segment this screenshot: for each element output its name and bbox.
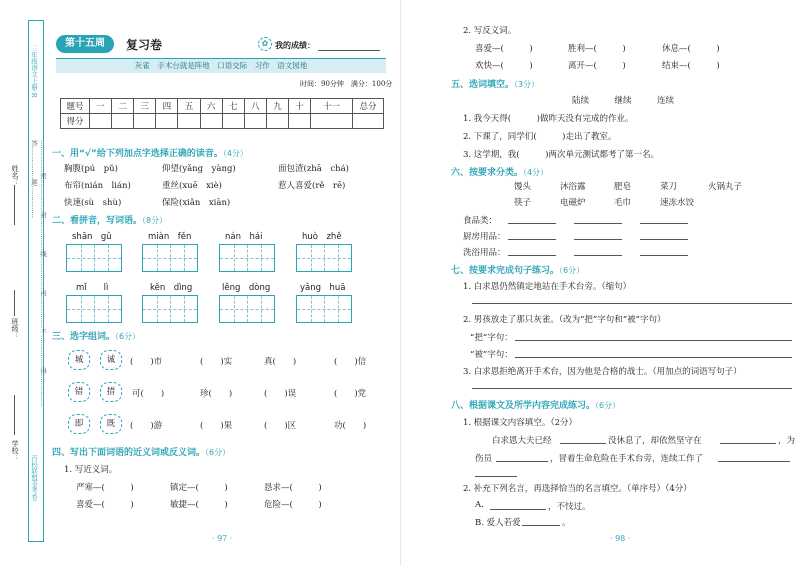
word-blank[interactable]: ( )实	[200, 357, 233, 367]
table-cell: 总分	[353, 99, 384, 114]
side-school-line[interactable]	[14, 395, 15, 435]
sec4-title	[52, 445, 230, 458]
sec4-points: （6分）	[205, 448, 231, 457]
category-blank[interactable]	[640, 255, 688, 256]
antonym-blank[interactable]: 离开—( )	[568, 61, 626, 71]
pinyin-label: yǎng huā	[300, 283, 346, 293]
word-blank[interactable]: 可( )	[132, 389, 165, 399]
score-cell[interactable]	[90, 114, 112, 129]
char-option-text: 诚	[106, 355, 116, 365]
char-option	[100, 350, 122, 370]
score-cell[interactable]	[200, 114, 222, 129]
fill-text: ，为	[778, 436, 796, 446]
category-blank[interactable]	[508, 223, 556, 224]
side-seal: ……………密……………封……………线……………内……………不……………得……………答……………题……………	[30, 140, 47, 407]
sec5-title	[451, 77, 539, 90]
table-cell: 得分	[61, 114, 90, 129]
table-cell: 三	[134, 99, 156, 114]
synonym-blank[interactable]: 喜爱—( )	[76, 500, 134, 510]
category-label: 食品类：	[463, 216, 498, 226]
table-cell: 十一	[311, 99, 353, 114]
sec5-points: （3分）	[514, 80, 540, 89]
char-option-text: 即	[74, 419, 84, 429]
side-class-line[interactable]	[14, 290, 15, 316]
fill-text: 白求恩大夫已经	[492, 436, 552, 446]
table-cell: 一	[90, 99, 112, 114]
score-icon: ✿	[258, 37, 272, 51]
category-item: 沐浴露	[560, 182, 586, 192]
pinyin-choice[interactable]: 布帘(nián lián)	[64, 181, 131, 191]
writing-grid[interactable]	[296, 295, 352, 323]
sec6-title	[451, 165, 548, 178]
pinyin-label: kěn dìng	[150, 283, 193, 293]
fill-blank[interactable]	[718, 461, 790, 462]
sec1-title	[52, 146, 248, 159]
word-blank[interactable]: 珍( )	[200, 389, 233, 399]
writing-grid[interactable]	[296, 244, 352, 272]
char-option	[68, 350, 90, 370]
char-option	[100, 414, 122, 434]
table-cell: 七	[222, 99, 244, 114]
sec6-points: （4分）	[523, 168, 549, 177]
category-label: 洗浴用品：	[463, 248, 506, 258]
word-options: 陆续 继续 连续	[572, 96, 675, 106]
word-blank[interactable]: ( )误	[264, 389, 297, 399]
sec1-points: （4分）	[222, 149, 248, 158]
word-blank[interactable]: ( )党	[334, 389, 367, 399]
fill-text: ，冒着生命危险在手术台旁，连续工作了	[550, 454, 704, 464]
pinyin-label: miàn fěn	[148, 232, 192, 242]
score-cell[interactable]	[156, 114, 178, 129]
word-blank[interactable]: ( )游	[130, 421, 163, 431]
category-blank[interactable]	[640, 239, 688, 240]
score-cell[interactable]	[178, 114, 200, 129]
week-badge	[56, 35, 114, 53]
side-name-line[interactable]	[14, 185, 15, 225]
sec7-title	[451, 263, 584, 276]
word-blank[interactable]: 功( )	[334, 421, 367, 431]
sec3-title	[52, 329, 140, 342]
score-cell[interactable]	[288, 114, 310, 129]
category-item: 毛巾	[614, 198, 632, 208]
sec2-title	[52, 213, 167, 226]
sec8-title-text: 八、根据课文及所学内容完成练习。	[451, 401, 596, 411]
fill-blank[interactable]	[720, 443, 776, 444]
word-blank[interactable]: ( )市	[130, 357, 163, 367]
side-name: 姓名：	[11, 165, 19, 186]
antonym-blank[interactable]: 欢快—( )	[475, 61, 533, 71]
sec1-title-text: 一、用“√”给下列加点字选择正确的读音。	[52, 149, 223, 159]
pinyin-choice[interactable]: 胸腹(pú pǔ)	[64, 164, 118, 174]
category-blank[interactable]	[508, 239, 556, 240]
category-label: 厨房用品：	[463, 232, 506, 242]
category-item: 电磁炉	[560, 198, 586, 208]
pinyin-choice[interactable]: 惹人喜爱(rě rē)	[278, 181, 346, 191]
writing-grid[interactable]	[142, 244, 198, 272]
table-cell: 五	[178, 99, 200, 114]
side-class: 班级：	[11, 318, 19, 339]
category-blank[interactable]	[574, 223, 622, 224]
page-title: 复习卷	[126, 38, 163, 52]
char-option	[68, 414, 90, 434]
writing-grid[interactable]	[66, 295, 122, 323]
fill-text: 伤员	[475, 454, 493, 464]
category-item: 筷子	[514, 198, 532, 208]
sec7-q2: 2. 男孩放走了那只灰雀。（改为“把”字句和“被”字句）	[463, 315, 666, 325]
ba-sentence-label: “把”字句：	[470, 333, 513, 343]
sec4-sub1: 1. 写近义词。	[64, 465, 118, 475]
pinyin-label: nán hái	[225, 232, 263, 242]
synonym-blank[interactable]: 镇定—( )	[170, 483, 228, 493]
table-cell: 题号	[61, 99, 90, 114]
answer-line[interactable]	[472, 303, 792, 304]
word-blank[interactable]: ( )果	[200, 421, 233, 431]
pinyin-choice[interactable]: 快速(sù shù)	[64, 198, 122, 208]
sec2-title-text: 二、看拼音，写词语。	[52, 216, 143, 226]
quote-b-end: 。	[562, 518, 571, 528]
category-item: 火锅丸子	[708, 182, 743, 192]
pinyin-label: shān gǔ	[72, 232, 112, 242]
synonym-blank[interactable]: 恳求—( )	[264, 483, 322, 493]
table-cell: 九	[266, 99, 288, 114]
pinyin-choice[interactable]: 重丝(xuē xiè)	[162, 181, 222, 191]
table-cell: 八	[244, 99, 266, 114]
score-label: 我的成绩：	[275, 40, 315, 50]
table-cell: 二	[112, 99, 134, 114]
pinyin-choice[interactable]: 保险(xiǎn xiān)	[162, 198, 231, 208]
score-cell[interactable]	[244, 114, 266, 129]
score-table-header-row	[61, 99, 384, 114]
char-option-text: 措	[106, 387, 116, 397]
writing-grid[interactable]	[219, 295, 275, 323]
category-item: 速冻水饺	[660, 198, 695, 208]
antonym-blank[interactable]: 胜利—( )	[568, 44, 626, 54]
answer-line[interactable]	[515, 340, 792, 341]
week-label: 第十五周	[65, 38, 105, 49]
synonym-blank[interactable]: 敏捷—( )	[170, 500, 228, 510]
sec7-q3: 3. 白求恩拒绝离开手术台，因为他是合格的战士。（用加点的词语写句子）	[463, 367, 742, 377]
writing-grid[interactable]	[142, 295, 198, 323]
topics-text: 灰雀 手术台就是阵地 口语交际 习作 语文园地	[134, 61, 308, 70]
word-blank[interactable]: ( )信	[334, 357, 367, 367]
antonym-blank[interactable]: 休息—( )	[662, 44, 720, 54]
time-info: 时间：90分钟 满分：100分	[300, 80, 393, 88]
char-option-text: 城	[74, 355, 84, 365]
page-number-right: · 98 ·	[610, 534, 631, 543]
score-table-score-row	[61, 114, 384, 129]
sec8-points: （6分）	[595, 401, 621, 410]
word-blank[interactable]: ( )区	[264, 421, 297, 431]
writing-grid[interactable]	[219, 244, 275, 272]
fill-blank[interactable]	[496, 461, 548, 462]
topics-bar	[56, 58, 386, 73]
pinyin-choice[interactable]: 仰望(yǎng yàng)	[162, 164, 236, 174]
side-grade: 三年级语文上册·R	[30, 45, 38, 98]
char-option	[68, 382, 90, 402]
pinyin-label: huò zhě	[302, 232, 342, 242]
fill-text: 没休息了，却依然坚守在	[608, 436, 702, 446]
fill-blank[interactable]	[560, 443, 606, 444]
bei-sentence-label: “被”字句：	[470, 350, 513, 360]
sec6-title-text: 六、按要求分类。	[451, 168, 524, 178]
category-blank[interactable]	[508, 255, 556, 256]
table-cell: 六	[200, 99, 222, 114]
page-number-left: · 97 ·	[212, 534, 233, 543]
page-divider	[400, 0, 401, 566]
sec8-q1: 1. 根据课文内容填空。（2分）	[463, 418, 577, 428]
sec7-q1: 1. 白求恩仍然镇定地站在手术台旁。（缩句）	[463, 282, 632, 292]
pinyin-label: mǐ lì	[76, 283, 109, 293]
category-blank[interactable]	[640, 223, 688, 224]
quote-a-end: ，不忮过。	[548, 502, 591, 512]
sec8-title	[451, 398, 620, 411]
word-blank[interactable]: 真( )	[264, 357, 297, 367]
quote-blank[interactable]	[522, 525, 560, 526]
score-cell[interactable]	[266, 114, 288, 129]
quote-blank[interactable]	[490, 509, 546, 510]
quote-b-label: B. 爱人若爱	[475, 518, 521, 528]
sec5-title-text: 五、选词填空。	[451, 80, 515, 90]
category-blank[interactable]	[574, 255, 622, 256]
pinyin-choice[interactable]: 面包渣(zhā chá)	[278, 164, 349, 174]
sec7-title-text: 七、按要求完成句子练习。	[451, 266, 560, 276]
category-blank[interactable]	[574, 239, 622, 240]
antonym-blank[interactable]: 结束—( )	[662, 61, 720, 71]
category-item: 菜刀	[660, 182, 678, 192]
answer-line[interactable]	[515, 357, 792, 358]
side-bottom: 百校联盟金考卷	[30, 455, 38, 501]
quote-a-label: A.	[475, 500, 484, 510]
synonym-blank[interactable]: 危险—( )	[264, 500, 322, 510]
sec8-q2: 2. 补充下列名言，再选择恰当的名言填空。（单序号）（4分）	[463, 484, 692, 494]
score-cell[interactable]	[311, 114, 353, 129]
category-item: 馒头	[514, 182, 532, 192]
fill-sentence[interactable]: 3. 这学期，我( )两次单元测试都考了第一名。	[463, 150, 659, 160]
score-cell[interactable]	[222, 114, 244, 129]
side-school: 学校：	[11, 440, 19, 461]
char-option	[100, 382, 122, 402]
sec7-points: （6分）	[559, 266, 585, 275]
fill-sentence[interactable]: 1. 我今天得( )做昨天没有完成的作业。	[463, 114, 634, 124]
sec3-points: （6分）	[115, 332, 141, 341]
score-field[interactable]	[318, 50, 380, 51]
char-option-text: 错	[74, 387, 84, 397]
writing-grid[interactable]	[66, 244, 122, 272]
fill-sentence[interactable]: 2. 下课了，同学们( )走出了教室。	[463, 132, 617, 142]
char-option-text: 既	[106, 419, 116, 429]
score-cell[interactable]	[134, 114, 156, 129]
table-cell: 四	[156, 99, 178, 114]
score-table	[60, 98, 384, 129]
answer-line[interactable]	[472, 388, 792, 389]
fill-blank[interactable]	[475, 476, 517, 477]
sec4-sub2: 2. 写反义词。	[463, 26, 517, 36]
score-cell[interactable]	[353, 114, 384, 129]
category-item: 肥皂	[614, 182, 632, 192]
antonym-blank[interactable]: 喜爱—( )	[475, 44, 533, 54]
synonym-blank[interactable]: 严寒—( )	[76, 483, 134, 493]
score-cell[interactable]	[112, 114, 134, 129]
table-cell: 十	[288, 99, 310, 114]
sec3-title-text: 三、选字组词。	[52, 332, 116, 342]
sec2-points: （8分）	[142, 216, 168, 225]
pinyin-label: lěng dòng	[222, 283, 271, 293]
sec4-title-text: 四、写出下面词语的近义词或反义词。	[52, 448, 206, 458]
